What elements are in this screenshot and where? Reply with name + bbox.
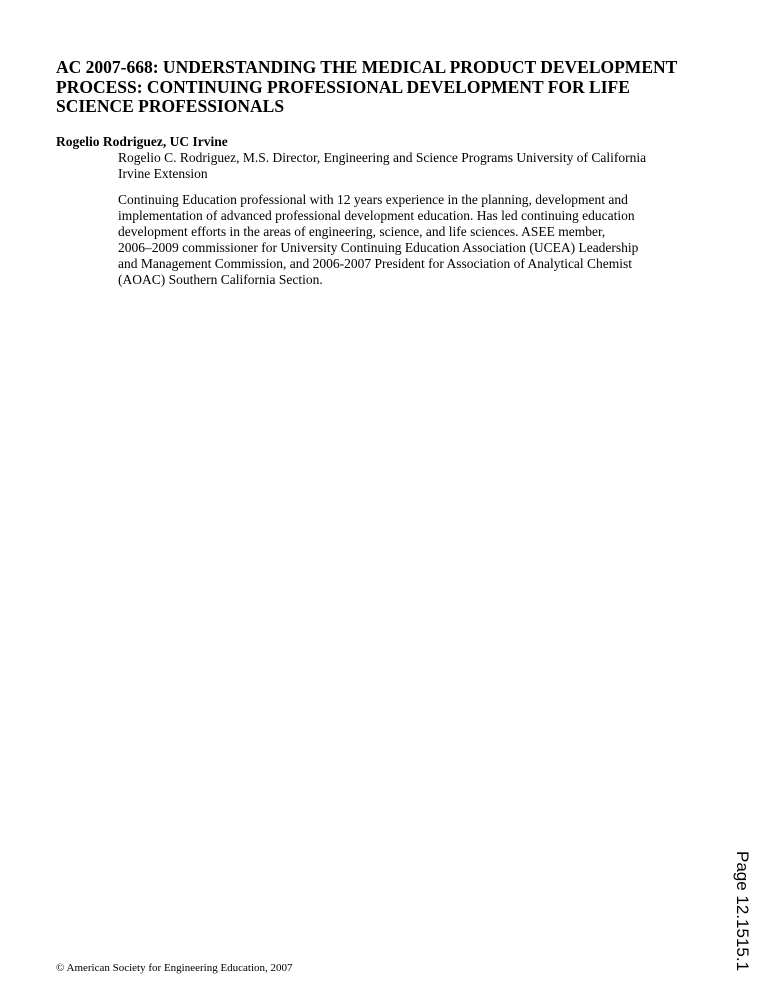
author-position-line-1: Rogelio C. Rodriguez, M.S. Director, Engineering and Science Programs University of California bbox=[118, 150, 647, 165]
paper-title-line-1: AC 2007-668: UNDERSTANDING THE MEDICAL PRODUCT DEVELOPMENT bbox=[56, 57, 678, 77]
author-summary-line-3: development efforts in the areas of engineering, science, and life sciences. ASEE member, bbox=[118, 224, 606, 239]
author-summary bbox=[118, 192, 718, 288]
author-bio bbox=[118, 150, 718, 288]
author-summary-line-4: 2006–2009 commissioner for University Continuing Education Association (UCEA) Leadership bbox=[118, 240, 639, 255]
author-name: Rogelio Rodriguez, UC Irvine bbox=[56, 134, 228, 149]
author-position-line-2: Irvine Extension bbox=[118, 166, 208, 181]
author-summary-line-5: and Management Commission, and 2006-2007 President for Association of Analytical Chemist bbox=[118, 256, 633, 271]
paper-title bbox=[56, 58, 716, 117]
paper-title-line-2: PROCESS: CONTINUING PROFESSIONAL DEVELOPMENT FOR LIFE bbox=[56, 76, 630, 97]
author-summary-line-1: Continuing Education professional with 12 years experience in the planning, development and bbox=[118, 192, 628, 207]
page-number-stamp: Page 12.1515.1 bbox=[733, 851, 752, 972]
author-position bbox=[118, 150, 718, 182]
copyright-footer: © American Society for Engineering Education, 2007 bbox=[56, 962, 293, 974]
paper-title-line-3: SCIENCE PROFESSIONALS bbox=[56, 96, 285, 116]
author-summary-line-2: implementation of advanced professional development education. Has led continuing education bbox=[118, 208, 635, 223]
author-summary-line-6: (AOAC) Southern California Section. bbox=[118, 272, 323, 287]
